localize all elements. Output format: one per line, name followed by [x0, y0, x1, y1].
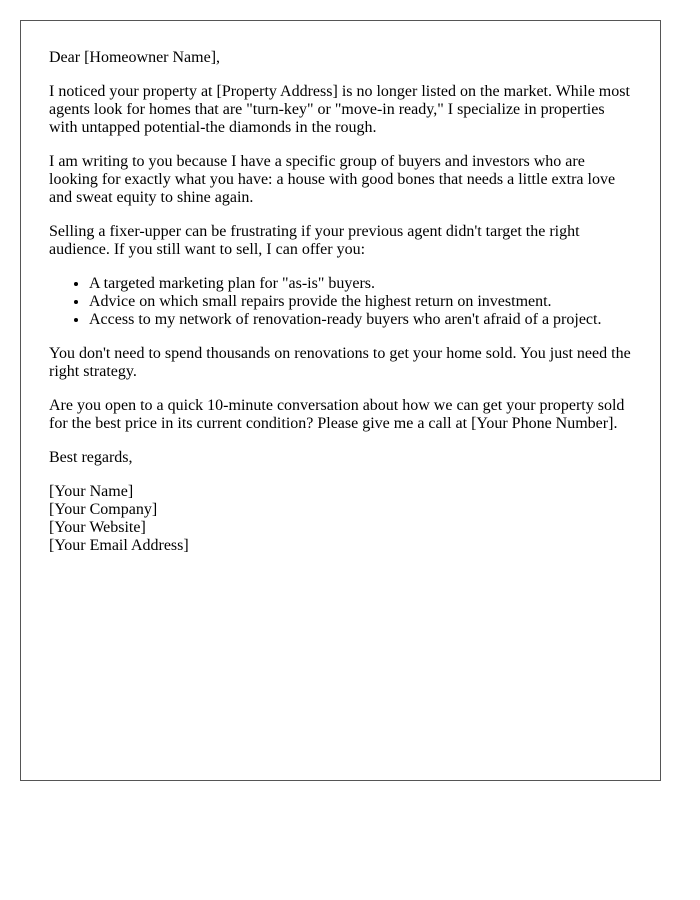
letter [20, 20, 661, 781]
offer-list [49, 275, 632, 329]
list-item: • Advice on which small repairs provide the highest return on investment. [89, 293, 632, 311]
signature-name: [Your Name] [49, 483, 134, 500]
signature-website: [Your Website] [49, 519, 146, 536]
offer-intro-paragraph: Selling a fixer-upper can be frustrating if your previous agent didn't target the right audience. If you still want to sell, I can offer you: [49, 223, 580, 258]
greeting: Dear [Homeowner Name], [49, 49, 221, 66]
list-item: • Access to my network of renovation-ready buyers who aren't afraid of a project. [89, 311, 632, 329]
strategy-paragraph: You don't need to spend thousands on renovations to get your home sold. You just need the right strategy. [49, 345, 631, 380]
signoff: Best regards, [49, 449, 133, 466]
list-item: • A targeted marketing plan for "as-is" buyers. [89, 275, 632, 293]
signature-block [49, 483, 632, 555]
buyers-paragraph: I am writing to you because I have a specific group of buyers and investors who are looking for exactly what you have: a house with good bones that needs a little extra love and sweat equity to shine again. [49, 153, 616, 206]
intro-paragraph: I noticed your property at [Property Address] is no longer listed on the market. While most agents look for homes that are "turn-key" or "move-in ready," I specialize in properties with untapped potential-the diamonds in the rough. [49, 83, 630, 136]
signature-email: [Your Email Address] [49, 537, 189, 554]
call-to-action-paragraph: Are you open to a quick 10-minute conversation about how we can get your property sold for the best price in its current condition? Please give me a call at [Your Phone Number]. [49, 397, 625, 432]
signature-company: [Your Company] [49, 501, 158, 518]
